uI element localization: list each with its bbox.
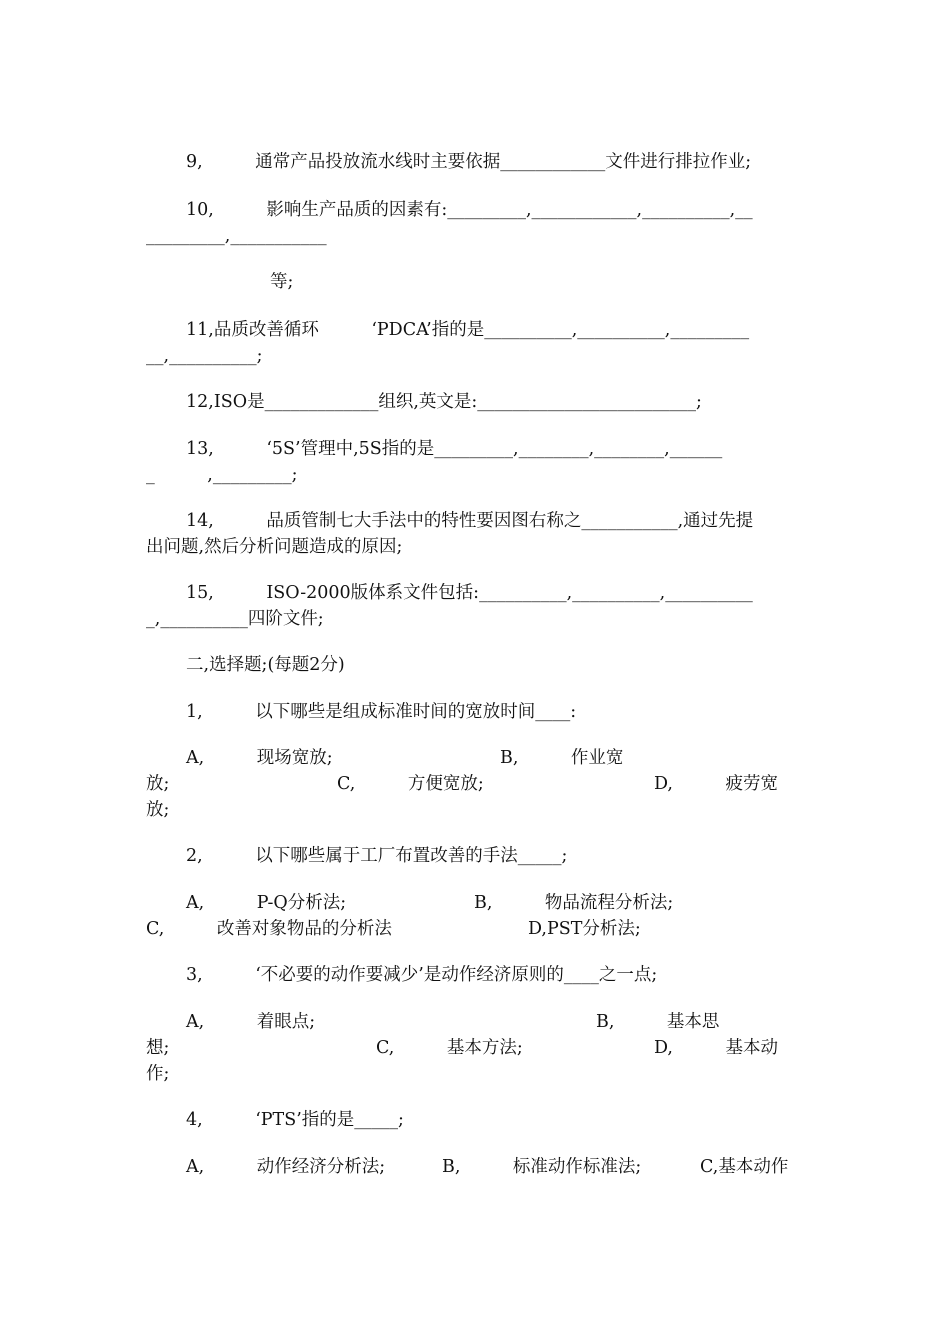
choice-2-option-d: D,PST分析法; — [528, 919, 641, 939]
choice-4-option-b: B, 标准动作标准法; — [442, 1157, 642, 1177]
question-14-line-2: 出问题,然后分析问题造成的原因; — [146, 537, 403, 557]
choice-1-option-d-cont: 放; — [146, 800, 170, 820]
question-15-line-1: 15, ISO-2000版体系文件包括:__________,__________,__________ — [186, 583, 753, 603]
choice-question-1: 1, 以下哪些是组成标准时间的宽放时间____: — [186, 702, 577, 722]
question-11-line-1: 11,品质改善循环 ‘PDCA’指的是__________,__________,_________ — [186, 320, 750, 340]
question-9: 9, 通常产品投放流水线时主要依据____________文件进行排拉作业; — [186, 152, 752, 172]
choice-2-option-a: A, P-Q分析法; — [186, 893, 347, 913]
question-12: 12,ISO是_____________组织,英文是:_________________________; — [186, 392, 702, 412]
choice-1-option-b-cont: 放; — [146, 774, 170, 794]
choice-3-option-b-cont: 想; — [146, 1038, 170, 1058]
choice-3-option-b: B, 基本思 — [596, 1012, 720, 1032]
choice-2-option-c: C, 改善对象物品的分析法 — [146, 919, 392, 939]
choice-1-option-d: D, 疲劳宽 — [654, 774, 778, 794]
choice-3-option-c: C, 基本方法; — [376, 1038, 523, 1058]
choice-3-option-a: A, 着眼点; — [186, 1012, 316, 1032]
question-10-line-1: 10, 影响生产品质的因素有:_________,____________,__________,__ — [186, 200, 753, 220]
choice-1-option-c: C, 方便宽放; — [337, 774, 484, 794]
choice-3-option-d: D, 基本动 — [654, 1038, 778, 1058]
question-15-line-2: _,__________四阶文件; — [146, 609, 324, 629]
section-2-heading: 二,选择题;(每题2分) — [186, 655, 345, 675]
question-14-line-1: 14, 品质管制七大手法中的特性要因图右称之___________,通过先提 — [186, 511, 754, 531]
choice-4-option-c: C,基本动作 — [700, 1157, 789, 1177]
question-13-line-1: 13, ‘5S’管理中,5S指的是_________,________,________,______ — [186, 439, 723, 459]
choice-4-option-a: A, 动作经济分析法; — [186, 1157, 386, 1177]
question-10-line-3: 等; — [270, 272, 294, 292]
choice-2-option-b: B, 物品流程分析法; — [474, 893, 674, 913]
choice-1-option-a: A, 现场宽放; — [186, 748, 333, 768]
choice-question-4: 4, ‘PTS’指的是_____; — [186, 1110, 404, 1130]
choice-3-option-d-cont: 作; — [146, 1064, 170, 1084]
question-11-line-2: __,__________; — [146, 346, 263, 366]
choice-question-3: 3, ‘不必要的动作要减少’是动作经济原则的____之一点; — [186, 965, 658, 985]
question-10-line-2: _________,___________ — [146, 226, 327, 246]
question-13-line-2: _ ,_________; — [146, 465, 298, 485]
choice-1-option-b: B, 作业宽 — [500, 748, 624, 768]
choice-question-2: 2, 以下哪些属于工厂布置改善的手法_____; — [186, 846, 568, 866]
